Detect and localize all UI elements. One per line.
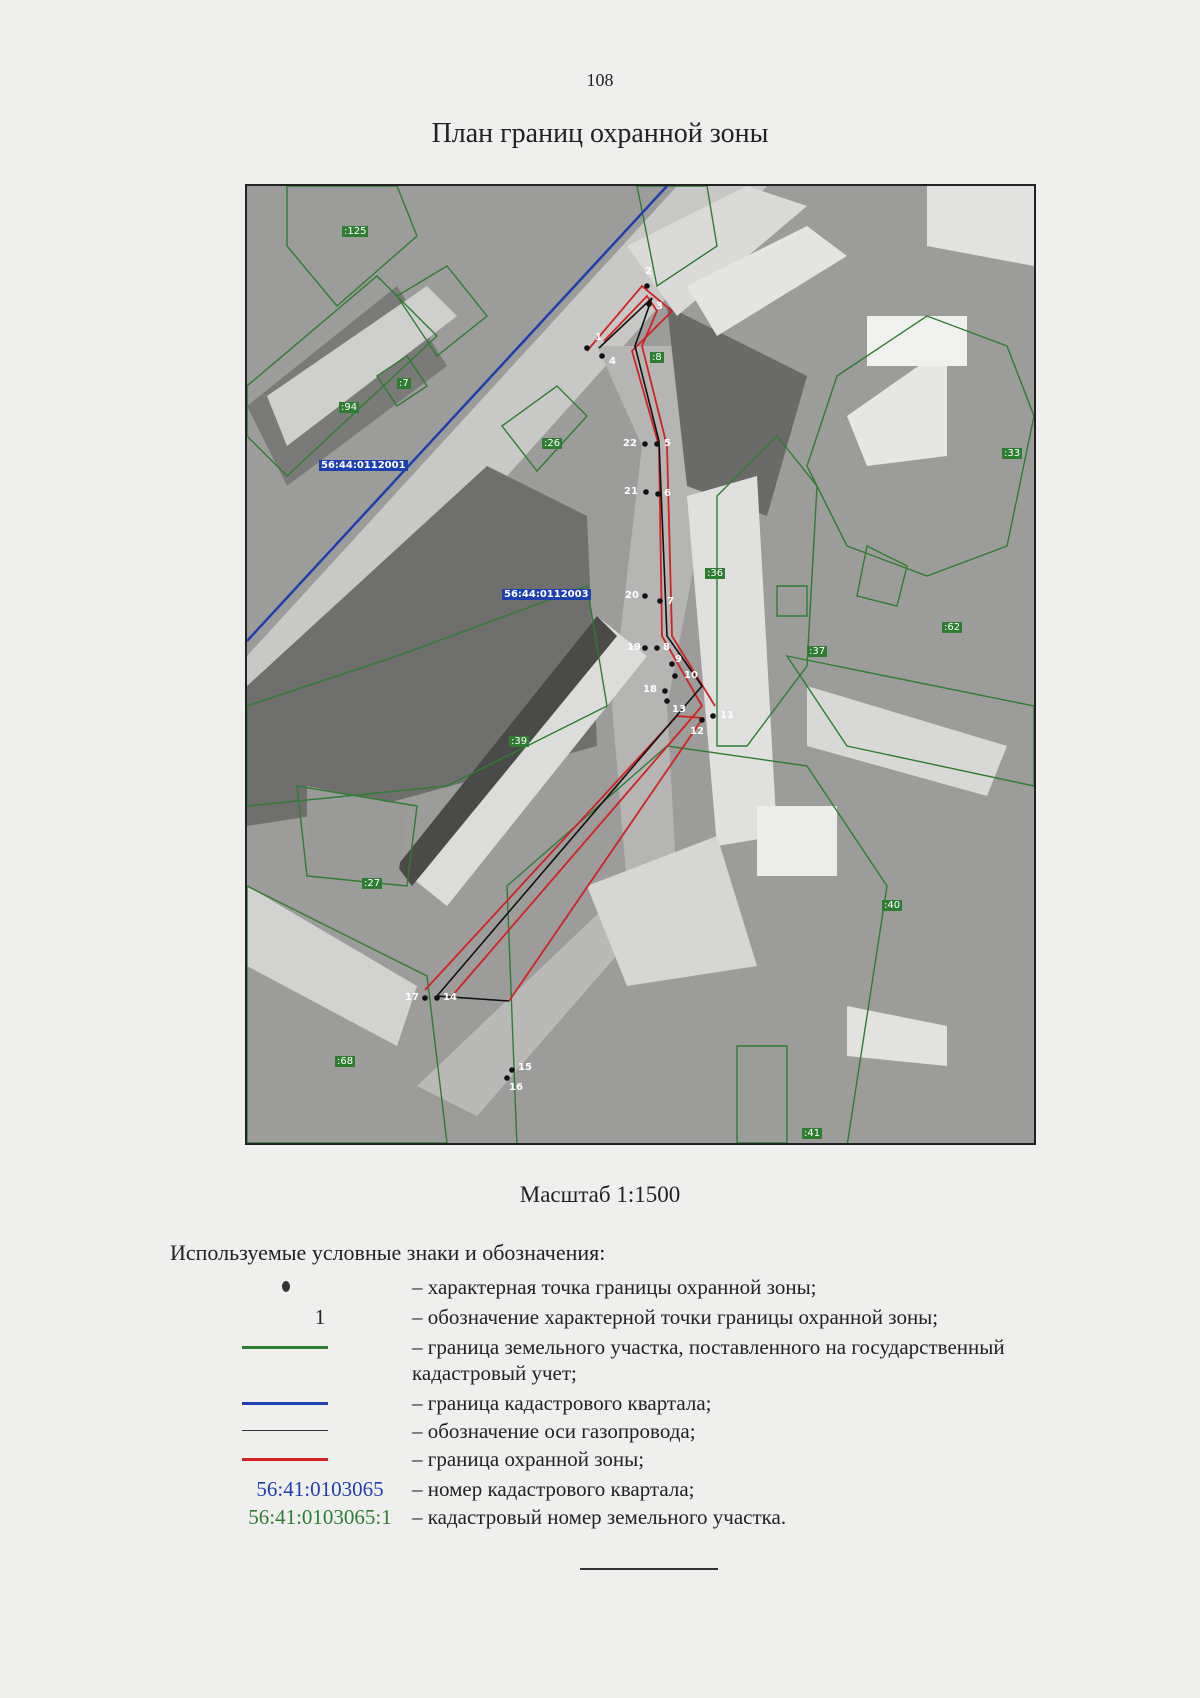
parcel-label-41: :41 xyxy=(804,1128,821,1139)
quarter-label-0112003: 56:44:0112003 xyxy=(504,589,589,600)
legend-desc: – граница земельного участка, поставленного на государственный кадастровый учет; xyxy=(412,1335,1005,1385)
point-label-8: 8 xyxy=(663,642,670,653)
parcel-label-7: :7 xyxy=(399,378,409,389)
legend-heading: Используемые условные знаки и обозначения: xyxy=(170,1240,606,1265)
point-label-13: 13 xyxy=(672,704,686,715)
parcel-label-36: :36 xyxy=(707,568,724,579)
parcel-label-26: :26 xyxy=(544,438,561,449)
blue-line-icon xyxy=(242,1402,328,1405)
point-label-22: 22 xyxy=(623,438,637,449)
point-label-5: 5 xyxy=(664,438,671,449)
parcel-label-8: :8 xyxy=(652,352,662,363)
point-label-6: 6 xyxy=(664,488,671,499)
point-label-20: 20 xyxy=(625,590,639,601)
red-line-icon xyxy=(242,1458,328,1461)
legend-row-parcel-number xyxy=(170,1504,1130,1530)
parcel-label-27: :27 xyxy=(364,878,381,889)
legend-desc: – обозначение характерной точки границы охранной зоны; xyxy=(412,1305,939,1329)
quarter-label-0112001: 56:44:0112001 xyxy=(321,460,406,471)
legend-desc: – обозначение оси газопровода; xyxy=(412,1419,696,1443)
legend-desc: – характерная точка границы охранной зоны; xyxy=(412,1275,817,1299)
legend-symbol-quarter-number: 56:41:0103065 xyxy=(256,1477,384,1501)
legend-row-zone xyxy=(170,1446,1130,1472)
black-line-icon xyxy=(242,1430,328,1431)
point-marker-icon xyxy=(282,1281,290,1292)
parcel-label-125: :125 xyxy=(344,226,367,237)
page-number: 108 xyxy=(586,70,614,90)
point-label-9: 9 xyxy=(675,654,682,665)
legend-desc: – граница кадастрового квартала; xyxy=(412,1391,712,1415)
parcel-label-68: :68 xyxy=(337,1056,354,1067)
legend-symbol-parcel-number: 56:41:0103065:1 xyxy=(248,1505,392,1529)
bottom-divider xyxy=(580,1568,718,1570)
point-label-19: 19 xyxy=(627,642,641,653)
legend-row-quarter xyxy=(170,1390,1130,1416)
point-label-21: 21 xyxy=(624,486,638,497)
point-label-14: 14 xyxy=(443,992,457,1003)
parcel-label-62: :62 xyxy=(944,622,961,633)
map-scale: Масштаб 1:1500 xyxy=(519,1182,681,1207)
legend-desc: – номер кадастрового квартала; xyxy=(412,1477,695,1501)
point-label-17: 17 xyxy=(405,992,419,1003)
boundary-plan-map xyxy=(245,184,1036,1145)
point-label-12: 12 xyxy=(690,726,704,737)
parcel-label-37: :37 xyxy=(809,646,826,657)
legend-row-parcel xyxy=(170,1334,1130,1390)
point-label-4: 4 xyxy=(609,356,616,367)
legend-symbol-number: 1 xyxy=(314,1305,326,1329)
point-label-10: 10 xyxy=(684,670,698,681)
point-label-3: 3 xyxy=(656,301,663,312)
parcel-label-33: :33 xyxy=(1004,448,1021,459)
point-label-2: 2 xyxy=(645,266,652,277)
parcel-label-40: :40 xyxy=(884,900,901,911)
point-label-16: 16 xyxy=(509,1082,523,1093)
legend-row-point-label xyxy=(170,1304,1130,1330)
legend-row-quarter-number xyxy=(170,1476,1130,1502)
point-label-18: 18 xyxy=(643,684,657,695)
parcel-label-39: :39 xyxy=(511,736,528,747)
green-line-icon xyxy=(242,1346,328,1349)
legend-desc: – кадастровый номер земельного участка. xyxy=(412,1505,787,1529)
legend-row-point xyxy=(170,1274,1130,1300)
page-title: План границ охранной зоны xyxy=(431,118,769,149)
legend-row-axis xyxy=(170,1418,1130,1444)
point-label-1: 1 xyxy=(595,332,602,343)
point-label-15: 15 xyxy=(518,1062,532,1073)
point-label-7: 7 xyxy=(667,596,674,607)
legend-desc: – граница охранной зоны; xyxy=(412,1447,645,1471)
point-label-11: 11 xyxy=(720,710,734,721)
parcel-label-94: :94 xyxy=(341,402,358,413)
